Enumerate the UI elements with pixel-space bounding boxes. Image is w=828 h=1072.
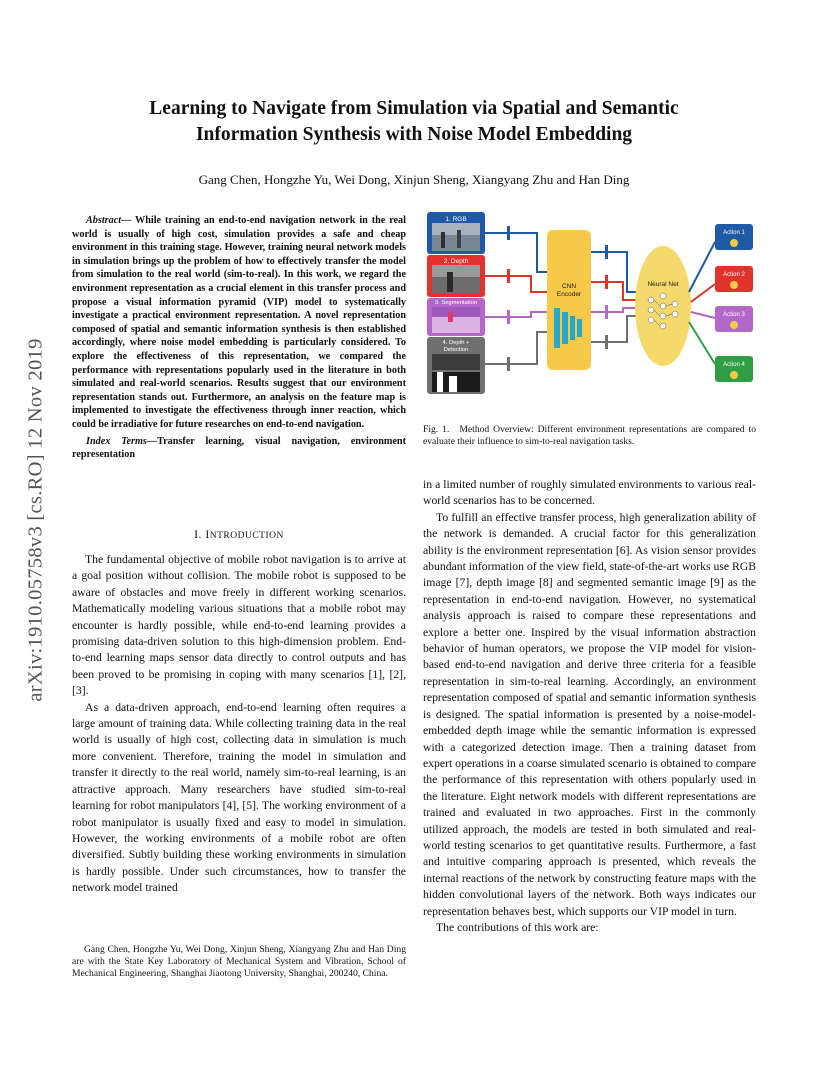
encoder-ticks	[605, 245, 608, 349]
input-segmentation	[427, 298, 485, 336]
author-list: Gang Chen, Hongzhe Yu, Wei Dong, Xinjun Sheng, Xiangyang Zhu and Han Ding	[198, 172, 630, 187]
right-paragraph-0: in a limited number of roughly simulated environments to various real-world scenarios has to be concerned.	[423, 478, 756, 508]
action-2-label: Action 2	[723, 272, 745, 278]
action-arrows	[689, 242, 715, 364]
right-paragraph-2: The contributions of this work are:	[436, 920, 599, 934]
input-label-segmentation: 3. Segmentation	[434, 300, 478, 306]
action-3	[715, 306, 753, 332]
index-terms	[72, 435, 406, 462]
index-dash: —	[146, 435, 158, 447]
arxiv-id: arXiv:1910.05758v3 [cs.RO] 12 Nov 2019	[24, 338, 47, 702]
action-4	[715, 356, 753, 382]
footnote	[72, 944, 406, 980]
input-arrows	[485, 233, 547, 364]
input-rgb	[427, 212, 485, 254]
section-heading	[72, 528, 406, 541]
footnote-text: Gang Chen, Hongzhe Yu, Wei Dong, Xinjun Sheng, Xiangyang Zhu and Han Ding are with the State Key Laboratory of Mechanical System and Vibration, School of Mechanical Engineering, Shanghai Jiaotong University, Shanghai, 200240, China.	[72, 944, 406, 979]
action-4-label: Action 4	[723, 362, 745, 368]
encoder-label-1: CNN	[561, 283, 577, 290]
input-depth	[427, 255, 485, 297]
abstract	[72, 214, 406, 465]
intro-paragraph-2: As a data-driven approach, end-to-end learning often requires a large amount of training data. While collecting training data in the real world is usually of high cost, collecting data in simulation is much more convenient. Therefore, training the model in simulation and transfer it directly to the real world, namely sim-to-real learning, is an attractive approach. Many researchers have studied sim-to-real learning for robot manipulators [4], [5]. The working environment of a robot manipulator is usually fixed and easy to model in simulation. However, the working environments of a mobile robot are often diversified. Subtly building these working environments in simulation is hardly possible. Under such circumstances, how to transfer the network model trained	[72, 700, 406, 895]
index-terms-label: Index Terms	[86, 435, 147, 447]
section-name-rest: NTRODUCTION	[209, 531, 284, 541]
abstract-paragraph	[72, 214, 406, 432]
input-depth-detection	[427, 337, 485, 394]
neural-net-label: Neural Net	[647, 281, 679, 288]
section-number: I.	[194, 528, 202, 541]
title-line-2: Information Synthesis with Noise Model Embedding	[195, 124, 633, 145]
index-terms-text: Transfer learning, visual navigation, environment representation	[72, 435, 406, 461]
encoder-label-2: Encoder	[556, 291, 582, 298]
neural-net	[635, 246, 691, 366]
right-paragraph-1: To fulfill an effective transfer process, high generalization ability of the network is demanded. A crucial factor for this generalization ability is the environment representation [6]. As vision sensor provides abundant information of the view field, state-of-the-art works use RGB image [7], depth image [8] and segmented semantic image [9] as the representation in end-to-end navigation. However, no systematical analysis approach is raised to compare these representations and explore a better one. Inspired by the visual information abstraction behavior of human operators, we propose the VIP model for vision-based end-to-end navigation and derive three criteria for a feasible representation in sim-to-real learning. Accordingly, an environment representation composed of spatial and semantic information synthesis is designed. The spatial information is presented by a noise-model-embedded depth image while the semantic information is expressed with a categorized detection image. Then a training dataset from expert operations in a coarse simulated scenario is obtained to compare the performance of this representation with others popularly used in the literature. Eight network models with different representations are trained and evaluated in two approaches. First in the commonly utilized approach, the models are tested in both simulated and real-world testing scenarios to get quantitative results. Furthermore, a fast and intuitive comparing approach is presented, which reveals the internal reactions of the network by constructing feature maps with the hidden convolutional layers of the network. Both ways indicates our representation behaves best, which supports our VIP model in turn.	[423, 510, 757, 918]
method-overview-figure	[427, 212, 755, 394]
input-label-depth-detection-1: 4. Depth +	[442, 340, 470, 346]
abstract-dash: —	[121, 215, 132, 226]
action-1	[715, 224, 753, 250]
title-line-1: Learning to Navigate from Simulation via Spatial and Semantic	[149, 98, 679, 119]
action-1-label: Action 1	[723, 230, 745, 236]
abstract-label: Abstract	[86, 215, 122, 226]
action-2	[715, 266, 753, 292]
intro-column	[72, 552, 406, 897]
action-3-label: Action 3	[723, 312, 745, 318]
input-label-depth-detection-2: Detection	[443, 347, 469, 353]
section-name-first: I	[205, 528, 210, 541]
abstract-text: While training an end-to-end navigation network in the real world is usually of high cost, simulation provides a safe and cheap environment in this training stage. However, training neural network models in simulation brings up the problem of how to effectively transfer the model from simulation to the real world (sim-to-real). In this work, we regard the environment representation as a crucial element in this transfer process and propose a visual information pyramid (VIP) model to systematically investigate a practical environment representation. A novel representation composed of spatial and semantic information synthesis is then established accordingly, where noise model embedding is particularly considered. To explore the effectiveness of this representation, we compared the performance with representations popularly used in the literature in both simulated and real-world scenarios. Results suggest that our environment representation stands out. Furthermore, an analysis on the feature map is implemented to investigate the effectiveness through inner reaction, which could be irradiative for future researches on end-to-end navigation.	[72, 215, 406, 430]
paper-title	[80, 96, 748, 148]
input-label-rgb: 1. RGB	[445, 216, 467, 223]
figure-caption	[423, 424, 756, 448]
encoder-arrows	[591, 252, 641, 342]
arxiv-stamp	[16, 280, 56, 760]
input-ticks	[507, 226, 510, 371]
cnn-encoder	[547, 230, 591, 370]
intro-paragraph-1: The fundamental objective of mobile robot navigation is to arrive at a goal position without collision. The mobile robot is supposed to be aware of obstacles and move freely in different working scenarios. Mathematically modeling various situations that a mobile robot may encounter is hardly possible, while end-to-end learning provides a promising data-driven solution to this high-dimension problem. End-to-end learning maps sensor data directly to control outputs and has been proved to be promising in coping with many scenarios [1], [2], [3].	[72, 553, 406, 698]
caption-text: Method Overview: Different environment representations are compared to evaluate their influence to sim-to-real navigation tasks.	[423, 424, 756, 447]
right-column	[423, 477, 756, 936]
caption-label: Fig. 1.	[423, 424, 450, 435]
input-label-depth: 2. Depth	[443, 258, 469, 265]
